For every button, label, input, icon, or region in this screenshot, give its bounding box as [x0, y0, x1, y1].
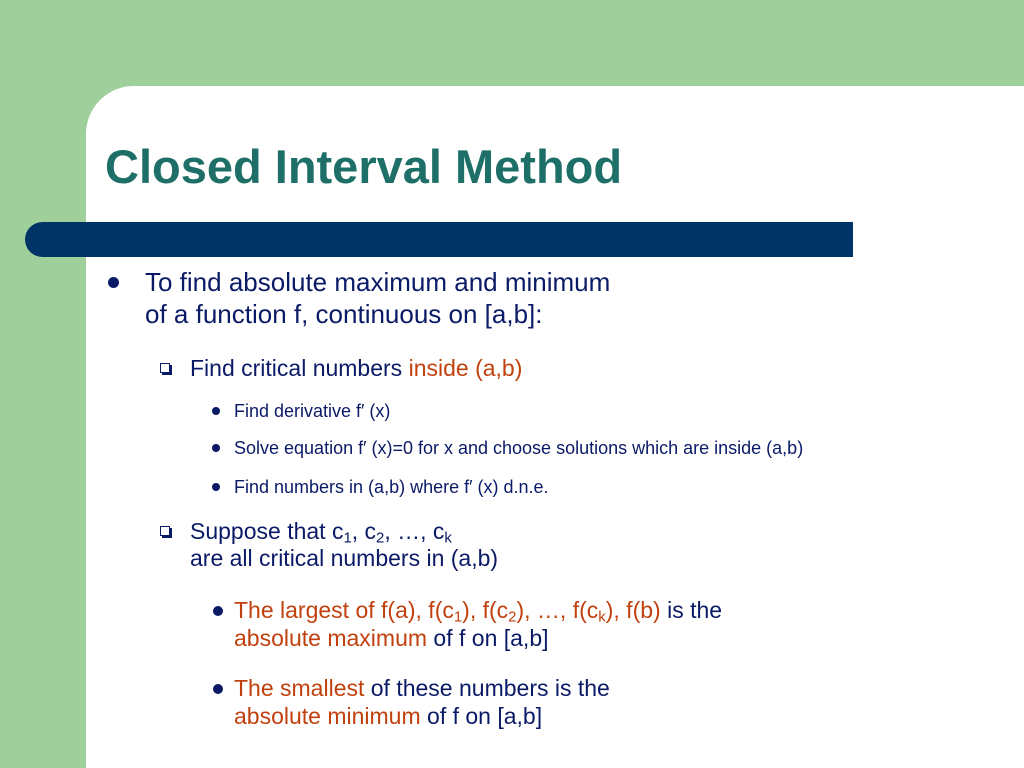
- subscript: 2: [376, 529, 385, 547]
- point2-tail: of these numbers is the: [364, 675, 610, 701]
- list-item-derivative: Find derivative f′ (x): [234, 401, 391, 421]
- subscript: 1: [343, 529, 352, 547]
- point1-red: The largest of f(a), $f(c_1)$, $f(c_2)$, …, $f(c_k)$, f(b): [234, 597, 661, 626]
- point1-tail: is the: [660, 597, 723, 623]
- sub-bullet-critical-numbers: [190, 355, 522, 382]
- suppose-sep: , c: [351, 518, 377, 544]
- point1-line2: [234, 624, 722, 652]
- main-bullet-line1: To find absolute maximum and minimum: [145, 267, 611, 297]
- sub-bullet-highlight: inside (a,b): [408, 355, 523, 381]
- sub-bullet-suppose: [190, 518, 498, 572]
- point1-line2-tail: of f on [a,b]: [427, 625, 549, 651]
- point1-line2-red: absolute maximum: [234, 625, 428, 651]
- main-bullet-text: [145, 266, 610, 330]
- bullet-dot-icon: [108, 277, 119, 288]
- point2-line2-red: absolute minimum: [234, 703, 421, 729]
- suppose-sep: , …, c: [384, 518, 445, 544]
- suppose-prefix: Suppose that c: [190, 518, 344, 544]
- bullet-dot-icon: [213, 606, 223, 616]
- point-absolute-minimum: [234, 674, 610, 730]
- slide-title: Closed Interval Method: [105, 140, 623, 193]
- title-rule-bar: [25, 222, 853, 257]
- main-bullet-line2: of a function f, continuous on [a,b]:: [145, 299, 543, 329]
- point2-line2-tail: of f on [a,b]: [420, 703, 543, 729]
- point2-line2: [234, 702, 610, 730]
- suppose-line1: [190, 518, 498, 545]
- sub-bullet-text: Find critical numbers: [190, 355, 409, 381]
- list-item-solve-equation: Solve equation f′ (x)=0 for x and choose solutions which are inside (a,b): [234, 438, 804, 458]
- small-dot-icon: [212, 407, 220, 415]
- square-bullet-icon: [160, 526, 170, 536]
- point1-line1: [234, 596, 722, 624]
- point-absolute-maximum: [234, 596, 722, 652]
- small-dot-icon: [212, 483, 220, 491]
- bullet-dot-icon: [213, 684, 223, 694]
- subscript: k: [444, 529, 452, 547]
- list-item-dne: Find numbers in (a,b) where f′ (x) d.n.e.: [234, 477, 549, 497]
- square-bullet-icon: [160, 363, 170, 373]
- point2-line1: [234, 674, 610, 702]
- point2-red: The smallest: [234, 675, 365, 701]
- suppose-line2: are all critical numbers in (a,b): [190, 545, 499, 571]
- small-dot-icon: [212, 444, 220, 452]
